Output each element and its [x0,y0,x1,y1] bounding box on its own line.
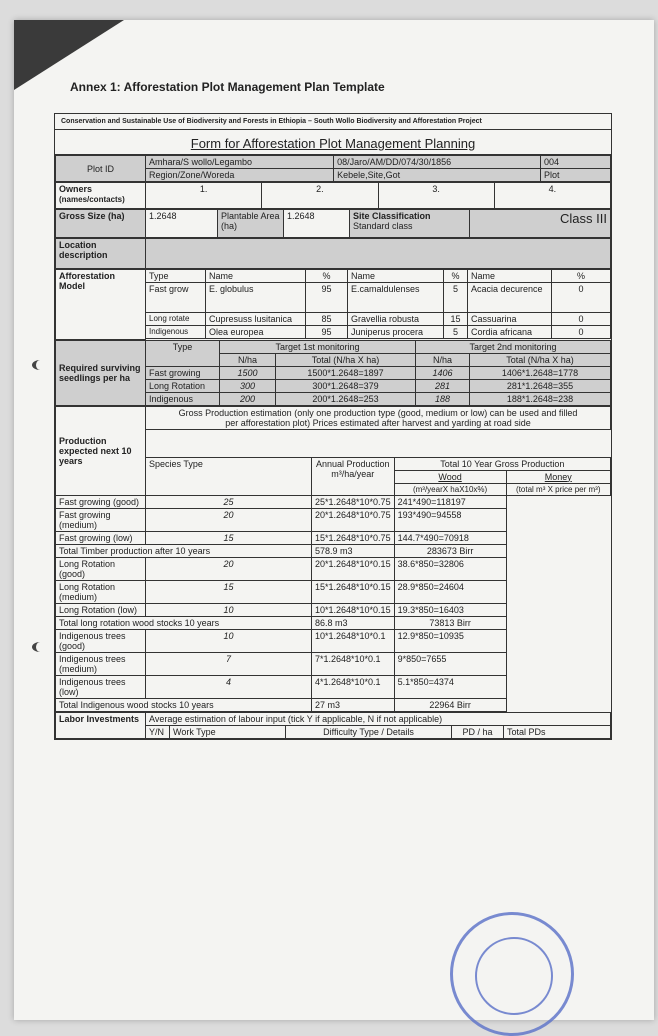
production-row [56,652,611,675]
production-cell: Long Rotation (low) [56,603,146,616]
surviving-cell: Indigenous [146,392,220,405]
production-cell: 20*1.2648*10*0.15 [312,557,395,580]
production-cell: 15*1.2648*10*0.15 [312,580,395,603]
labor-label: Labor Investments [56,712,146,738]
gross-size-label: Gross Size (ha) [56,210,146,238]
model-head: % [552,270,611,283]
model-cell: Fast grow [146,283,206,313]
production-cell: 10 [146,603,312,616]
surviving-cell: 300 [220,379,276,392]
surviving-cell: 1500 [220,366,276,379]
production-cell: 20 [146,557,312,580]
production-cell: 4 [146,675,312,698]
surviving-label: Required surviving seedlings per ha [56,340,146,405]
production-row [56,603,611,616]
production-cell: 283673 Birr [394,544,506,557]
site-classification-label: Site Classification Standard class [350,210,470,238]
production-total-label: Total Timber production after 10 years [56,544,312,557]
labor-col-work: Work Type [170,725,286,738]
money-head: Money [506,470,610,483]
model-cell: Juniperus procera [348,326,444,339]
location-value [146,239,611,269]
model-cell: 15 [444,313,468,326]
labor-col-yn: Y/N [146,725,170,738]
production-cell: 241*490=118197 [394,495,506,508]
wood-subhead: (m³/yearX haX10x%) [394,483,506,495]
labor-col-pd: PD / ha [452,725,504,738]
owners-label: Owners (names/contacts) [56,183,146,209]
model-cell: 95 [306,326,348,339]
production-cell: 19.3*850=16403 [394,603,506,616]
plantable-value: 1.2648 [284,210,350,238]
production-row [56,698,611,711]
surviving-cell: 1406 [416,366,470,379]
model-cell: Gravellia robusta [348,313,444,326]
production-row [56,616,611,629]
model-cell: 85 [306,313,348,326]
official-stamp [450,912,574,1036]
production-cell: 578.9 m3 [312,544,395,557]
species-type-head: Species Type [146,457,312,495]
surviving-subhead: Total (N/ha X ha) [470,353,611,366]
model-label: Afforestation Model [56,270,146,340]
production-row [56,531,611,544]
region-value: Amhara/S wollo/Legambo [146,156,334,169]
owner-3: 3. [378,183,494,209]
surviving-cell: 188*1.2648=238 [470,392,611,405]
plot-table [55,155,611,182]
plot-id-label: Plot ID [56,156,146,182]
kebele-label: Kebele,Site,Got [334,169,541,182]
model-head: Name [468,270,552,283]
surviving-subhead: Total (N/ha X ha) [276,353,416,366]
production-cell: 27 m3 [312,698,395,711]
model-head: % [306,270,348,283]
production-cell: Fast growing (medium) [56,508,146,531]
production-cell: 20*1.2648*10*0.75 [312,508,395,531]
owners-table [55,182,611,209]
production-cell: 9*850=7655 [394,652,506,675]
production-cell: 25*1.2648*10*0.75 [312,495,395,508]
production-row [56,557,611,580]
production-table [55,406,611,712]
labor-note: Average estimation of labour input (tick Y if applicable, N if not applicable) [146,712,611,725]
surviving-cell: 188 [416,392,470,405]
surviving-type-head: Type [146,340,220,366]
plot-label: Plot [541,169,611,182]
model-head: % [444,270,468,283]
model-cell: Acacia decurence [468,283,552,313]
site-class-value: Class III [470,210,611,238]
model-cell: Cordia africana [468,326,552,339]
labor-col-difficulty: Difficulty Type / Details [286,725,452,738]
production-row [56,508,611,531]
project-header: Conservation and Sustainable Use of Biodiversity and Forests in Ethiopia – South Wollo Biodiversity and Afforestation Project [55,114,611,130]
plot-number: 004 [541,156,611,169]
production-cell: 10*1.2648*10*0.1 [312,629,395,652]
surviving-cell: 1406*1.2648=1778 [470,366,611,379]
production-cell: Indigenous trees (good) [56,629,146,652]
model-cell: 5 [444,326,468,339]
production-cell: 12.9*850=10935 [394,629,506,652]
owner-4: 4. [494,183,610,209]
form [54,113,612,740]
model-cell: E. globulus [206,283,306,313]
production-cell: 15 [146,580,312,603]
surviving-cell: 1500*1.2648=1897 [276,366,416,379]
production-cell: 10 [146,629,312,652]
production-cell: Fast growing (low) [56,531,146,544]
production-cell: 7 [146,652,312,675]
model-cell: 0 [552,283,611,313]
production-row [56,544,611,557]
punch-hole [32,360,48,370]
size-table [55,209,611,238]
region-label: Region/Zone/Woreda [146,169,334,182]
model-cell: 95 [306,283,348,313]
surviving-subhead: N/ha [220,353,276,366]
surviving-cell: Long Rotation [146,379,220,392]
production-cell: 86.8 m3 [312,616,395,629]
production-total-label: Total Indigenous wood stocks 10 years [56,698,312,711]
production-cell: 10*1.2648*10*0.15 [312,603,395,616]
production-label: Production expected next 10 years [56,406,146,495]
kebele-value: 08/Jaro/AM/DD/074/30/1856 [334,156,541,169]
surviving-subhead: N/ha [416,353,470,366]
model-cell: Cupresuss lusitanica [206,313,306,326]
model-cell: Olea europea [206,326,306,339]
production-cell: 73813 Birr [394,616,506,629]
surviving-cell: 200 [220,392,276,405]
model-cell: 0 [552,326,611,339]
production-cell: 193*490=94558 [394,508,506,531]
production-total-label: Total long rotation wood stocks 10 years [56,616,312,629]
annex-title: Annex 1: Afforestation Plot Management Plan Template [70,80,385,94]
production-cell: Fast growing (good) [56,495,146,508]
production-cell: Indigenous trees (medium) [56,652,146,675]
model-table [55,269,611,340]
model-cell: Long rotate [146,313,206,326]
production-cell: 20 [146,508,312,531]
production-cell: 5.1*850=4374 [394,675,506,698]
surviving-cell: 281*1.2648=355 [470,379,611,392]
surviving-cell: 300*1.2648=379 [276,379,416,392]
model-head: Type [146,270,206,283]
money-subhead: (total m³ X price per m³) [506,483,610,495]
punch-hole [32,642,48,652]
model-head: Name [348,270,444,283]
location-label: Location description [56,239,146,269]
production-cell: Long Rotation (medium) [56,580,146,603]
surviving-cell: 200*1.2648=253 [276,392,416,405]
plantable-label: Plantable Area (ha) [218,210,284,238]
surviving-cell: Fast growing [146,366,220,379]
production-cell: 22964 Birr [394,698,506,711]
surviving-table [55,340,611,406]
production-cell: 144.7*490=70918 [394,531,506,544]
target-2-head: Target 2nd monitoring [416,340,611,353]
model-cell: Indigenous [146,326,206,339]
production-cell: 7*1.2648*10*0.1 [312,652,395,675]
production-cell: 15*1.2648*10*0.75 [312,531,395,544]
model-cell: 5 [444,283,468,313]
production-cell: Long Rotation (good) [56,557,146,580]
production-note: Gross Production estimation (only one production type (good, medium or low) can be used and filled per afforestation plot) Prices estimated after harvest and yarding at road side [146,406,611,429]
owner-1: 1. [146,183,262,209]
production-row [56,495,611,508]
owner-2: 2. [262,183,378,209]
total-production-head: Total 10 Year Gross Production [394,457,610,470]
model-cell: E.camaldulenses [348,283,444,313]
production-row [56,580,611,603]
location-table [55,238,611,269]
production-row [56,675,611,698]
model-cell: Cassuarina [468,313,552,326]
production-cell: 28.9*850=24604 [394,580,506,603]
production-cell: 25 [146,495,312,508]
wood-head: Wood [394,470,506,483]
labor-table [55,712,611,739]
form-title: Form for Afforestation Plot Management Planning [55,130,611,155]
production-cell: 38.6*850=32806 [394,557,506,580]
target-1-head: Target 1st monitoring [220,340,416,353]
gross-size-value: 1.2648 [146,210,218,238]
production-cell: Indigenous trees (low) [56,675,146,698]
model-head: Name [206,270,306,283]
production-cell: 15 [146,531,312,544]
production-cell: 4*1.2648*10*0.1 [312,675,395,698]
labor-col-total: Total PDs [504,725,611,738]
annual-production-head: Annual Production m³/ha/year [312,457,395,495]
surviving-cell: 281 [416,379,470,392]
model-cell: 0 [552,313,611,326]
production-row [56,629,611,652]
